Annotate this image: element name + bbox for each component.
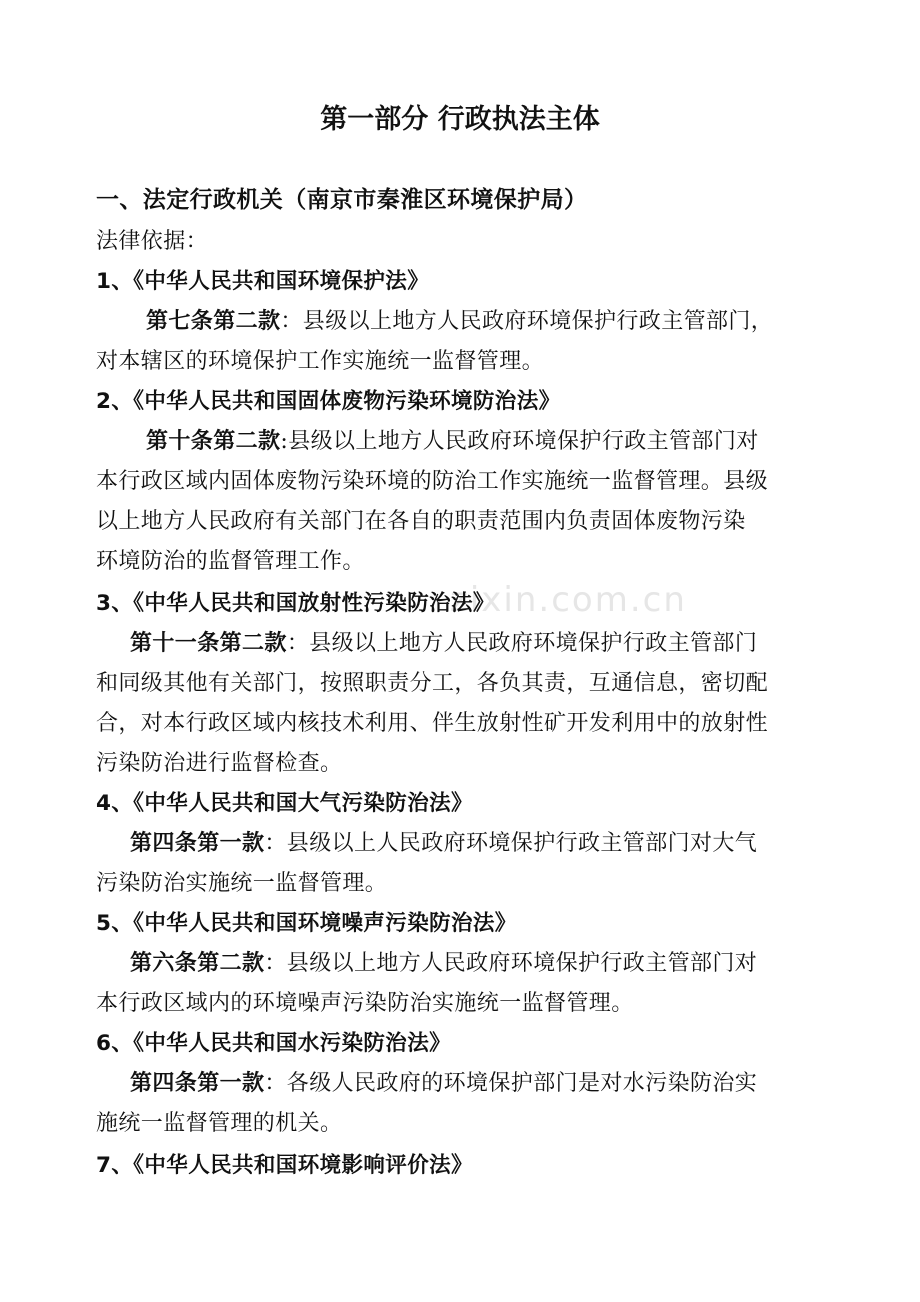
article-1-label: 第七条第二款 — [146, 309, 281, 334]
article-2 — [146, 422, 886, 462]
article-6-text: ：各级人民政府的环境保护部门是对水污染防治实 — [264, 1071, 758, 1096]
article-5-text: ：县级以上地方人民政府环境保护行政主管部门对 — [264, 951, 758, 976]
article-4-text: ：县级以上人民政府环境保护行政主管部门对大气 — [264, 831, 758, 856]
article-1 — [146, 302, 886, 342]
page-title: 第一部分 行政执法主体 — [320, 104, 600, 135]
law-title-2: 2、《中华人民共和国固体废物污染环境防治法》 — [96, 389, 561, 414]
law-title-7: 7、《中华人民共和国环境影响评价法》 — [96, 1153, 473, 1178]
article-5-label: 第六条第二款 — [130, 951, 265, 976]
paragraph-line: 本行政区域内固体废物污染环境的防治工作实施统一监督管理。县级 — [96, 469, 769, 494]
paragraph-line: 污染防治进行监督检查。 — [96, 751, 343, 776]
section-heading: 一、法定行政机关（南京市秦淮区环境保护局） — [96, 187, 588, 213]
article-3-label: 第十一条第二款 — [130, 631, 287, 656]
watermark: zixin.com.cn — [450, 580, 687, 620]
article-4 — [130, 824, 870, 864]
article-6-label: 第四条第一款 — [130, 1071, 265, 1096]
paragraph-line: 环境防治的监督管理工作。 — [96, 549, 365, 574]
paragraph-line: 施统一监督管理的机关。 — [96, 1111, 343, 1136]
law-title-3: 3、《中华人民共和国放射性污染防治法》 — [96, 591, 495, 616]
article-2-label: 第十条第二款 — [146, 429, 281, 454]
law-title-5: 5、《中华人民共和国环境噪声污染防治法》 — [96, 911, 517, 936]
paragraph-line: 合，对本行政区域内核技术利用、伴生放射性矿开发利用中的放射性 — [96, 711, 769, 736]
article-5 — [130, 944, 870, 984]
article-1-text: ：县级以上地方人民政府环境保护行政主管部门， — [280, 309, 774, 334]
paragraph-line: 和同级其他有关部门，按照职责分工，各负其责，互通信息，密切配 — [96, 671, 769, 696]
paragraph-line: 本行政区域内的环境噪声污染防治实施统一监督管理。 — [96, 991, 634, 1016]
law-title-4: 4、《中华人民共和国大气污染防治法》 — [96, 791, 473, 816]
article-6 — [130, 1064, 870, 1104]
paragraph-line: 对本辖区的环境保护工作实施统一监督管理。 — [96, 349, 545, 374]
legal-basis-label: 法律依据： — [96, 229, 209, 254]
article-3 — [130, 624, 870, 664]
paragraph-line: 污染防治实施统一监督管理。 — [96, 871, 388, 896]
law-title-6: 6、《中华人民共和国水污染防治法》 — [96, 1031, 452, 1056]
article-3-text: ：县级以上地方人民政府环境保护行政主管部门 — [286, 631, 758, 656]
article-2-text: :县级以上地方人民政府环境保护行政主管部门对 — [280, 429, 759, 454]
paragraph-line: 以上地方人民政府有关部门在各自的职责范围内负责固体废物污染 — [96, 509, 746, 534]
article-4-label: 第四条第一款 — [130, 831, 265, 856]
law-title-1: 1、《中华人民共和国环境保护法》 — [96, 269, 430, 294]
